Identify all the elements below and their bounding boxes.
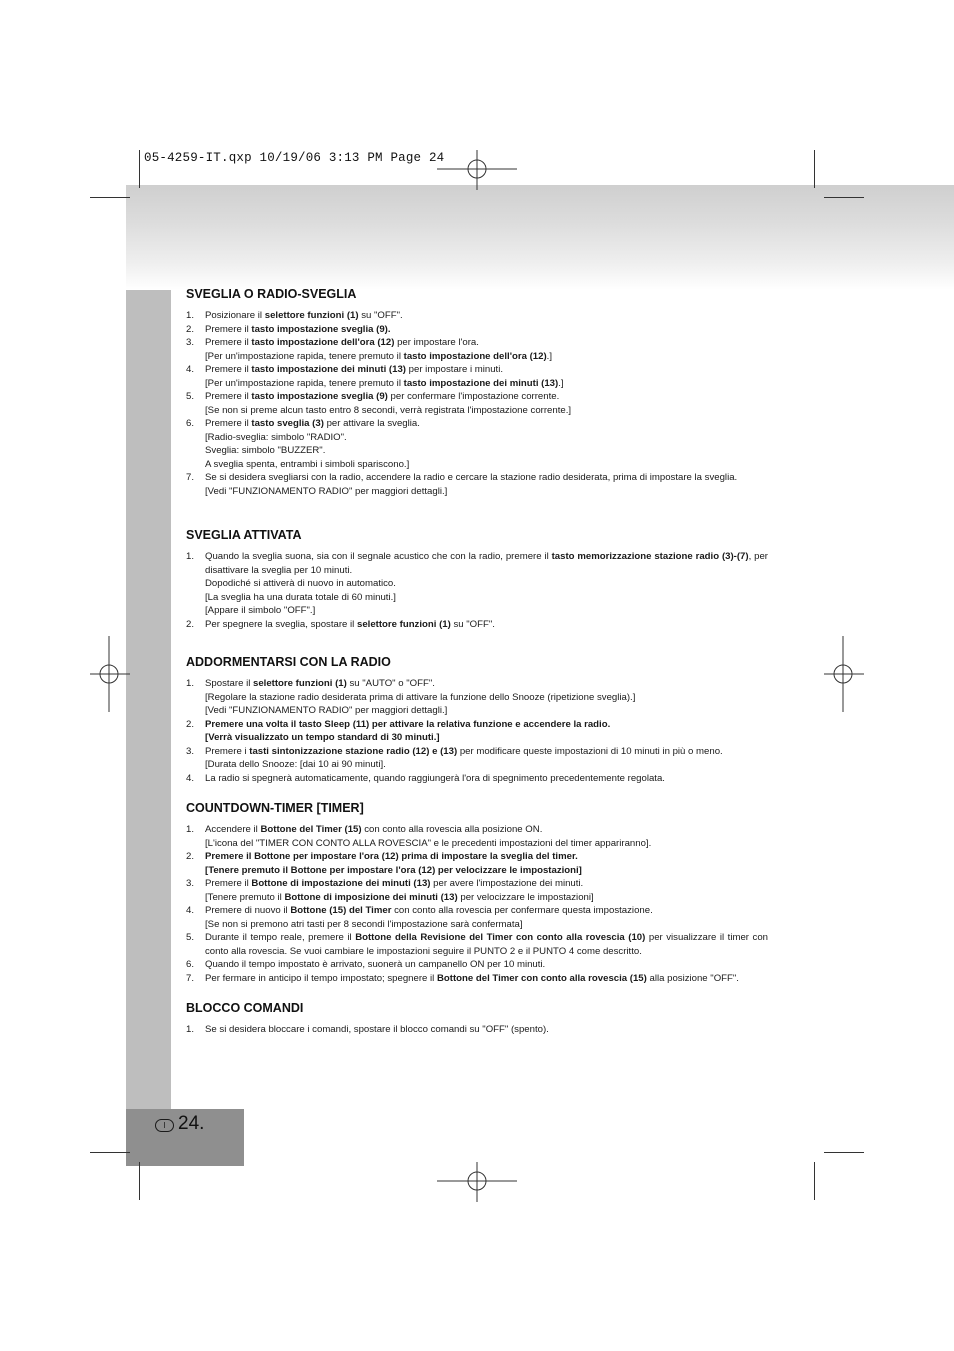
- item-line: [205, 471, 768, 485]
- instruction-list: [186, 550, 768, 631]
- item-line: [205, 691, 768, 705]
- instruction-item: [186, 1023, 768, 1037]
- text-run: Dopodiché si attiverà di nuovo in automatico.: [205, 578, 396, 589]
- section-title: BLOCCO COMANDI: [186, 1001, 304, 1015]
- crop-mark: [90, 197, 130, 198]
- instruction-item: [186, 677, 768, 718]
- text-run: Spostare il: [205, 678, 253, 689]
- bold-term: selettore funzioni (1): [253, 678, 347, 689]
- bold-term: Premere il Bottone per impostare l'ora (12) prima di impostare la sveglia del timer.: [205, 851, 578, 862]
- item-line: [205, 444, 768, 458]
- bold-term: Bottone di impostazione dei minuti (13): [251, 878, 431, 889]
- text-run: Premere il: [205, 337, 252, 348]
- text-run: Premere i: [205, 745, 250, 757]
- instruction-item: [186, 931, 768, 958]
- instruction-item: [186, 823, 768, 850]
- text-run: [Tenere premuto il: [205, 891, 285, 903]
- text-run: su "OFF".: [450, 618, 495, 630]
- item-line: [205, 877, 768, 891]
- item-number: 1.: [186, 551, 195, 562]
- item-number: 6.: [186, 418, 195, 429]
- item-number: 4.: [186, 905, 195, 916]
- instruction-item: [186, 336, 768, 363]
- item-number: 3.: [186, 878, 195, 889]
- item-line: [205, 350, 768, 364]
- item-line: [205, 458, 768, 472]
- sidebar-strip: [126, 290, 171, 1109]
- bold-term: tasto sveglia (3): [251, 418, 324, 429]
- item-line: [205, 731, 768, 745]
- instruction-list: [186, 823, 768, 985]
- instruction-item: [186, 363, 768, 390]
- text-run: Premere di nuovo il: [205, 905, 291, 916]
- crop-mark: [139, 150, 140, 188]
- item-line: [205, 336, 768, 350]
- bold-term: tasto impostazione dei minuti (13): [403, 377, 559, 389]
- text-run: A sveglia spenta, entrambi i simboli spariscono.]: [205, 458, 410, 470]
- text-run: su "AUTO" o "OFF".: [346, 678, 435, 689]
- bold-term: [Verrà visualizzato un tempo standard di 30 minuti.]: [205, 732, 440, 743]
- text-run: Quando la sveglia suona, sia con il segnale acustico che con la radio, premere il: [205, 551, 552, 562]
- text-run: [Vedi "FUNZIONAMENTO RADIO" per maggiori dettagli.]: [205, 485, 448, 497]
- section-sveglia-attivata: [186, 528, 768, 631]
- crop-mark: [824, 1152, 864, 1153]
- bold-term: Premere una volta il tasto Sleep (11) per attivare la relativa funzione e accendere la radio.: [205, 718, 611, 730]
- header-band: [126, 185, 954, 290]
- crop-mark: [814, 150, 815, 188]
- text-run: [Appare il simbolo "OFF".]: [205, 605, 316, 616]
- item-line: [205, 1023, 768, 1037]
- instruction-item: [186, 745, 768, 772]
- item-number: 6.: [186, 959, 195, 970]
- text-run: [Vedi "FUNZIONAMENTO RADIO" per maggiori dettagli.]: [205, 705, 448, 716]
- item-number: 2.: [186, 851, 195, 862]
- item-line: [205, 864, 768, 878]
- bold-term: tasto impostazione sveglia (9).: [251, 323, 391, 335]
- text-run: [Radio-sveglia: simbolo "RADIO".: [205, 431, 347, 443]
- registration-mark-right: [824, 636, 864, 712]
- instruction-item: [186, 850, 768, 877]
- text-run: [Se non si preme alcun tasto entro 8 secondi, verrà registrata l'impostazione corrente.]: [205, 404, 572, 416]
- registration-mark-bottom: [437, 1162, 517, 1202]
- item-number: 2.: [186, 718, 195, 730]
- registration-mark-left: [90, 636, 130, 712]
- instruction-item: [186, 958, 768, 972]
- text-run: Per spegnere la sveglia, spostare il: [205, 618, 357, 630]
- instruction-item: [186, 309, 768, 323]
- text-run: [Durata dello Snooze: [dai 10 ai 90 minuti].: [205, 759, 386, 770]
- text-run: per avere l'impostazione dei minuti.: [430, 878, 584, 889]
- text-run: con conto alla rovescia per confermare questa impostazione.: [391, 905, 653, 916]
- item-number: 7.: [186, 472, 195, 483]
- item-line: [205, 837, 768, 851]
- section-blocco-comandi: [186, 1001, 768, 1037]
- text-run: Se si desidera bloccare i comandi, spostare il blocco comandi su "OFF" (spento).: [205, 1024, 549, 1035]
- text-run: Premere il: [205, 418, 252, 429]
- item-line: [205, 677, 768, 691]
- section-countdown-timer: [186, 801, 768, 985]
- text-run: alla posizione "OFF".: [646, 972, 739, 984]
- instruction-item: [186, 323, 768, 337]
- item-line: [205, 972, 768, 986]
- text-run: per velocizzare le impostazioni]: [457, 891, 594, 903]
- item-line: [205, 931, 768, 958]
- text-run: Posizionare il: [205, 310, 265, 321]
- bold-term: tasto impostazione dell'ora (12): [403, 350, 547, 362]
- text-run: [Per un'impostazione rapida, tenere premuto il: [205, 350, 404, 362]
- instruction-item: [186, 904, 768, 931]
- text-run: con conto alla rovescia alla posizione ON.: [361, 824, 543, 835]
- text-run: Per fermare in anticipo il tempo impostato; spegnere il: [205, 972, 437, 984]
- text-run: su "OFF".: [358, 310, 403, 321]
- registration-mark-top: [437, 150, 517, 190]
- text-run: per impostare l'ora.: [394, 337, 479, 348]
- instruction-list: [186, 309, 768, 498]
- bold-term: tasto impostazione dell'ora (12): [251, 337, 395, 348]
- bold-term: Bottone di imposizione dei minuti (13): [284, 891, 458, 903]
- item-line: [205, 745, 768, 759]
- text-run: [L'icona del "TIMER CON CONTO ALLA ROVESCIA" e le precedenti impostazioni del timer appariranno].: [205, 837, 652, 849]
- bold-term: Bottone (15) del Timer: [290, 905, 392, 916]
- item-line: [205, 958, 768, 972]
- item-line: [205, 850, 768, 864]
- instruction-item: [186, 772, 768, 786]
- instruction-list: [186, 1023, 768, 1037]
- bold-term: Bottone del Timer con conto alla rovescia (15): [436, 972, 647, 984]
- section-addormentarsi: [186, 655, 768, 785]
- item-line: [205, 604, 768, 618]
- bold-term: Bottone del Timer (15): [260, 824, 362, 835]
- item-line: [205, 390, 768, 404]
- text-run: per visualizzare il timer con conto alla rovescia. Se vuoi cambiare le impostazioni seguire il PUNTO 2 e il PUNTO 4 come descritto.: [205, 932, 768, 957]
- bold-term: [Tenere premuto il Bottone per impostare l'ora (12) per velocizzare le impostazioni]: [205, 864, 582, 876]
- text-run: Premere il: [205, 391, 252, 402]
- item-line: [205, 309, 768, 323]
- page-number: 24.: [178, 1113, 205, 1134]
- text-run: Premere il: [205, 878, 252, 889]
- bold-term: selettore funzioni (1): [264, 310, 359, 321]
- item-line: [205, 431, 768, 445]
- text-run: Premere il: [205, 364, 252, 375]
- crop-mark: [824, 197, 864, 198]
- item-number: 3.: [186, 337, 195, 348]
- bold-term: tasto impostazione sveglia (9): [251, 391, 388, 402]
- bold-term: Bottone della Revisione del Timer con conto alla rovescia (10): [355, 932, 646, 943]
- bold-term: tasto memorizzazione stazione radio (3)-(7): [551, 551, 749, 562]
- text-run: Se si desidera svegliarsi con la radio, accendere la radio e cercare la stazione radio desiderata, prima di impostare la sveglia.: [205, 472, 738, 483]
- item-line: [205, 904, 768, 918]
- item-number: 3.: [186, 745, 195, 757]
- section-sveglia: [186, 287, 768, 498]
- item-number: 1.: [186, 1024, 195, 1035]
- language-badge: I: [155, 1119, 174, 1132]
- item-line: [205, 417, 768, 431]
- content-column: [186, 287, 768, 1037]
- instruction-item: [186, 877, 768, 904]
- text-run: Durante il tempo reale, premere il: [205, 932, 356, 943]
- instruction-item: [186, 718, 768, 745]
- item-line: [205, 718, 768, 732]
- text-run: La radio si spegnerà automaticamente, quando raggiungerà l'ora di spegnimento precedentemente regolata.: [205, 772, 665, 784]
- item-number: 4.: [186, 772, 195, 784]
- item-number: 1.: [186, 824, 195, 835]
- text-run: .]: [558, 377, 564, 389]
- instruction-item: [186, 550, 768, 618]
- text-run: [Per un'impostazione rapida, tenere premuto il: [205, 377, 404, 389]
- text-run: [Se non si premono atri tasti per 8 secondi l'impostazione sarà confermata]: [205, 918, 523, 930]
- item-line: [205, 550, 768, 577]
- text-run: .]: [546, 350, 552, 362]
- section-title: ADDORMENTARSI CON LA RADIO: [186, 655, 391, 669]
- instruction-item: [186, 471, 768, 498]
- item-number: 5.: [186, 391, 195, 402]
- item-number: 1.: [186, 678, 195, 689]
- item-number: 2.: [186, 618, 195, 630]
- item-line: [205, 704, 768, 718]
- crop-mark: [814, 1162, 815, 1200]
- item-line: [205, 772, 768, 786]
- text-run: per modificare queste impostazioni di 10 minuti in più o meno.: [457, 745, 723, 757]
- text-run: Sveglia: simbolo "BUZZER".: [205, 445, 326, 456]
- crop-mark: [139, 1162, 140, 1200]
- text-run: per impostare i minuti.: [405, 364, 504, 375]
- instruction-item: [186, 390, 768, 417]
- item-line: [205, 758, 768, 772]
- item-line: [205, 485, 768, 499]
- item-number: 2.: [186, 323, 195, 335]
- section-title: SVEGLIA ATTIVATA: [186, 528, 302, 542]
- item-line: [205, 591, 768, 605]
- item-line: [205, 377, 768, 391]
- text-run: , per disattivare la sveglia per 10 minuti.: [205, 551, 768, 576]
- item-number: 4.: [186, 364, 195, 375]
- crop-mark: [90, 1152, 130, 1153]
- item-number: 7.: [186, 972, 195, 984]
- text-run: Premere il: [205, 323, 252, 335]
- item-line: [205, 618, 768, 632]
- text-run: per confermare l'impostazione corrente.: [387, 391, 560, 402]
- item-line: [205, 577, 768, 591]
- item-number: 1.: [186, 310, 195, 321]
- item-line: [205, 918, 768, 932]
- item-line: [205, 323, 768, 337]
- item-line: [205, 404, 768, 418]
- bold-term: tasti sintonizzazione stazione radio (12) e (13): [249, 745, 458, 757]
- text-run: Accendere il: [205, 824, 261, 835]
- text-run: per attivare la sveglia.: [323, 418, 420, 429]
- item-number: 5.: [186, 932, 195, 943]
- text-run: [La sveglia ha una durata totale di 60 minuti.]: [205, 591, 396, 603]
- item-line: [205, 363, 768, 377]
- section-title: SVEGLIA O RADIO-SVEGLIA: [186, 287, 357, 301]
- section-title: COUNTDOWN-TIMER [TIMER]: [186, 801, 364, 815]
- instruction-list: [186, 677, 768, 785]
- print-slug: 05-4259-IT.qxp 10/19/06 3:13 PM Page 24: [144, 151, 445, 165]
- bold-term: tasto impostazione dei minuti (13): [251, 364, 406, 375]
- instruction-item: [186, 618, 768, 632]
- item-line: [205, 823, 768, 837]
- instruction-item: [186, 417, 768, 471]
- text-run: Quando il tempo impostato è arrivato, suonerà un campanello ON per 10 minuti.: [205, 959, 546, 970]
- item-line: [205, 891, 768, 905]
- instruction-item: [186, 972, 768, 986]
- text-run: [Regolare la stazione radio desiderata prima di attivare la funzione dello Snooze (ripetizione sveglia).]: [205, 691, 636, 703]
- bold-term: selettore funzioni (1): [356, 618, 451, 630]
